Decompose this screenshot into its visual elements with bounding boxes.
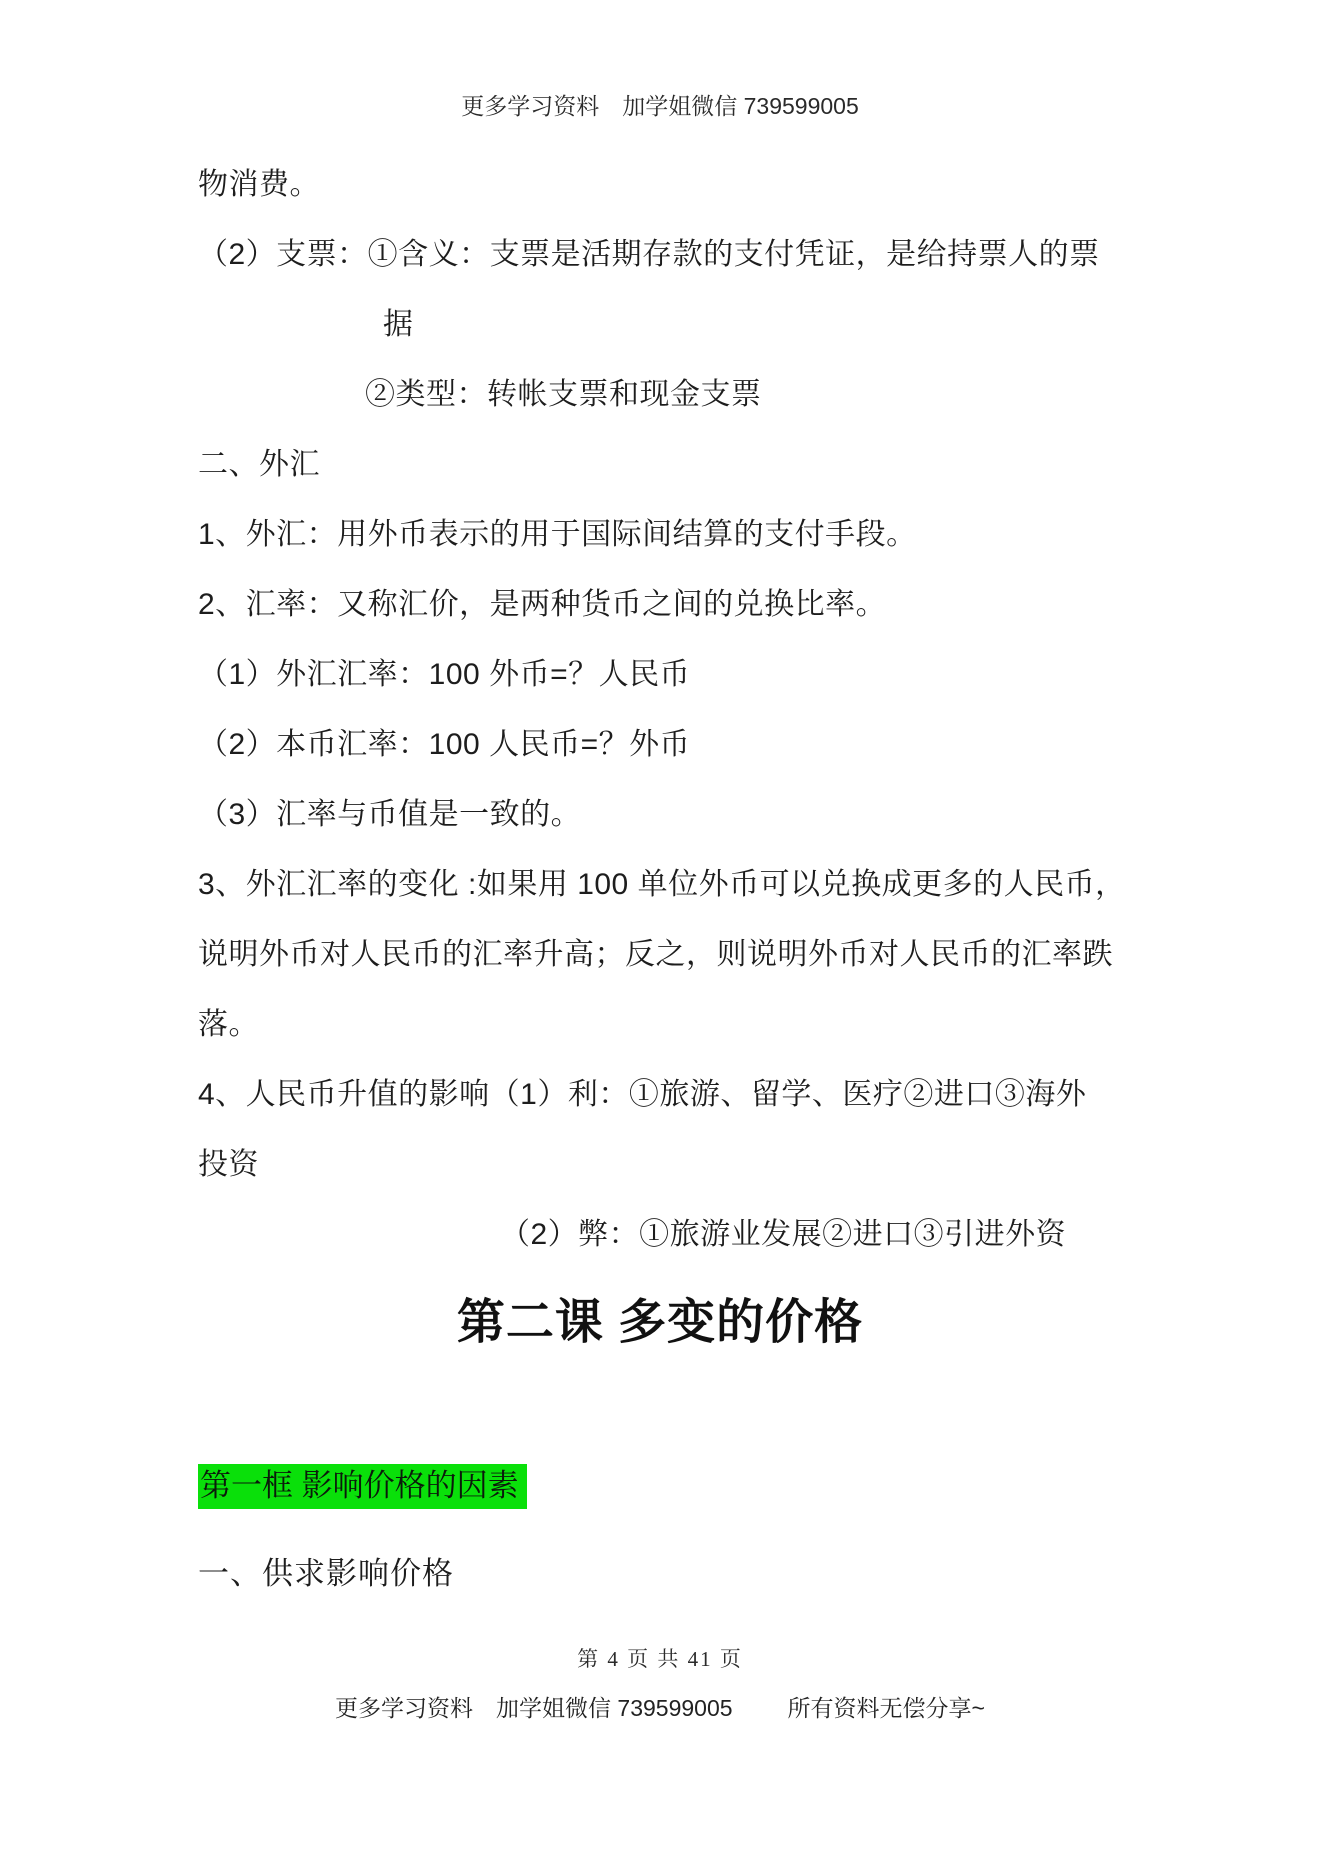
body-line: （3）汇率与币值是一致的。 bbox=[198, 798, 582, 831]
body-line: （2）支票：①含义：支票是活期存款的支付凭证，是给持票人的票 bbox=[198, 238, 1100, 271]
header-watermark: 更多学习资料 加学姐微信 739599005 bbox=[461, 93, 859, 119]
document-body bbox=[198, 150, 1200, 1270]
footer-note bbox=[0, 1690, 1320, 1723]
body-line: （2）本币汇率：100 人民币=？外币 bbox=[198, 728, 691, 761]
body-line: （1）外汇汇率：100 外币=？人民币 bbox=[198, 658, 691, 691]
subsection-item: 一、供求影响价格 bbox=[198, 1556, 454, 1591]
body-line: 落。 bbox=[198, 1008, 259, 1041]
footer-note-left: 更多学习资料 加学姐微信 739599005 bbox=[335, 1695, 733, 1721]
body-line: （2）弊：①旅游业发展②进口③引进外资 bbox=[500, 1218, 1067, 1251]
body-line: 2、汇率：又称汇价，是两种货币之间的兑换比率。 bbox=[198, 588, 887, 621]
body-line: 4、人民币升值的影响（1）利：①旅游、留学、医疗②进口③海外 bbox=[198, 1078, 1087, 1111]
body-line: 3、外汇汇率的变化 :如果用 100 单位外币可以兑换成更多的人民币， bbox=[198, 868, 1126, 901]
body-line: ②类型：转帐支票和现金支票 bbox=[365, 378, 762, 411]
subsection-highlight: 第一框 影响价格的因素 bbox=[198, 1464, 527, 1509]
section-heading: 第二课 多变的价格 bbox=[456, 1296, 864, 1349]
subsection-highlight-wrap bbox=[198, 1464, 527, 1509]
body-line: 1、外汇：用外币表示的用于国际间结算的支付手段。 bbox=[198, 518, 917, 551]
body-line: 二、外汇 bbox=[198, 448, 320, 481]
page-number: 第 4 页 共 41 页 bbox=[577, 1647, 743, 1671]
footer-note-right: 所有资料无偿分享~ bbox=[787, 1695, 985, 1721]
body-line: 物消费。 bbox=[198, 168, 320, 201]
body-line: 投资 bbox=[198, 1148, 259, 1181]
body-line: 据 bbox=[383, 308, 414, 341]
body-line: 说明外币对人民币的汇率升高；反之，则说明外币对人民币的汇率跌 bbox=[198, 938, 1113, 971]
